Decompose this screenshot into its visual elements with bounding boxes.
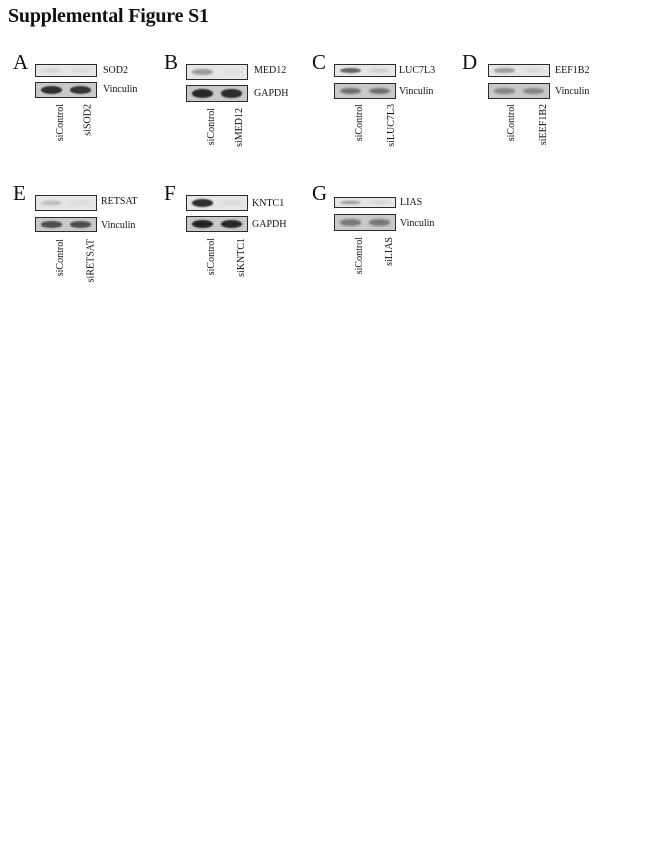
blot-band <box>494 68 516 72</box>
loading-control-label: Vinculin <box>101 220 136 231</box>
blot-band <box>340 201 362 205</box>
blot-band <box>192 69 214 74</box>
panel-e <box>13 183 163 303</box>
lane-label: siKNTC1 <box>236 238 247 277</box>
lane-label: siEEF1B2 <box>538 104 549 146</box>
target-blot <box>334 197 396 208</box>
target-protein-label: LIAS <box>400 197 423 208</box>
lane-label: siLIAS <box>384 237 395 266</box>
blot-band <box>523 88 545 94</box>
target-blot <box>186 64 248 80</box>
blot-band <box>41 86 63 94</box>
figure-title: Supplemental Figure S1 <box>8 5 209 27</box>
loading-control-blot <box>35 82 97 98</box>
loading-control-blot <box>186 85 248 102</box>
lane-label: siMED12 <box>234 108 245 147</box>
loading-control-blot <box>334 214 396 231</box>
loading-control-blot <box>186 216 248 232</box>
blot-band <box>369 88 391 94</box>
loading-control-label: Vinculin <box>400 218 435 229</box>
blot-band <box>221 201 243 205</box>
loading-control-label: Vinculin <box>555 86 590 97</box>
loading-control-blot <box>334 83 396 99</box>
target-protein-label: MED12 <box>254 65 287 76</box>
blot-band <box>523 69 545 72</box>
blot-band <box>340 88 362 94</box>
lane-label: siLUC7L3 <box>386 104 397 147</box>
blot-band <box>41 69 63 72</box>
lane-label: siControl <box>354 237 365 275</box>
panel-letter: D <box>462 50 478 74</box>
loading-control-label: GAPDH <box>254 88 289 99</box>
panel-letter: C <box>312 50 327 74</box>
target-protein-label: LUC7L3 <box>399 65 436 76</box>
blot-band <box>494 88 516 94</box>
blot-band <box>221 89 243 97</box>
loading-control-blot <box>35 217 97 232</box>
panel-c <box>312 52 462 172</box>
loading-control-blot <box>488 83 550 99</box>
lane-label: siControl <box>354 104 365 142</box>
blot-band <box>221 220 243 228</box>
target-blot <box>35 195 97 211</box>
blot-band <box>340 219 362 225</box>
blot-band <box>192 220 214 228</box>
lane-label: siControl <box>206 238 217 276</box>
target-blot <box>488 64 550 77</box>
target-protein-label: EEF1B2 <box>555 65 590 76</box>
panel-letter: B <box>164 50 179 74</box>
lane-label: siControl <box>506 104 517 142</box>
panel-letter: A <box>13 50 29 74</box>
blot-band <box>41 201 63 205</box>
lane-label: siControl <box>55 239 66 277</box>
target-blot <box>35 64 97 77</box>
blot-band <box>221 70 243 74</box>
blot-band <box>41 221 63 227</box>
loading-control-label: Vinculin <box>103 84 138 95</box>
panel-f <box>164 183 314 303</box>
blot-band <box>369 219 391 225</box>
loading-control-label: GAPDH <box>252 219 287 230</box>
lane-label: siRETSAT <box>85 239 96 283</box>
target-protein-label: SOD2 <box>103 65 129 76</box>
blot-band <box>70 201 92 205</box>
blot-band <box>340 68 362 73</box>
blot-band <box>192 89 214 97</box>
panel-a <box>13 52 163 172</box>
loading-control-label: Vinculin <box>399 86 434 97</box>
panel-letter: E <box>13 181 26 205</box>
blot-band <box>70 69 92 72</box>
lane-label: siControl <box>206 108 217 146</box>
target-blot <box>334 64 396 77</box>
panel-letter: F <box>164 181 176 205</box>
lane-label: siControl <box>55 104 66 142</box>
blot-band <box>369 201 391 204</box>
panel-letter: G <box>312 181 328 205</box>
target-protein-label: RETSAT <box>101 196 138 207</box>
target-protein-label: KNTC1 <box>252 198 285 209</box>
blot-band <box>70 221 92 227</box>
target-blot <box>186 195 248 211</box>
panel-b <box>164 52 314 172</box>
panel-d <box>462 52 612 172</box>
panel-g <box>312 183 462 303</box>
blot-band <box>192 199 214 207</box>
blot-band <box>70 86 92 94</box>
lane-label: siSOD2 <box>83 104 94 136</box>
blot-band <box>369 69 391 72</box>
